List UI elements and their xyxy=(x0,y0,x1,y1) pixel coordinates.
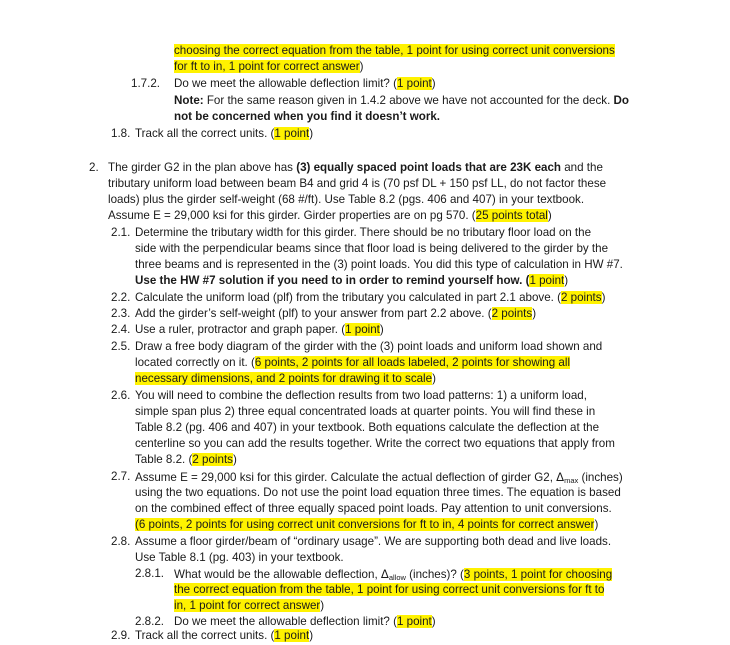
item-2-6: Table 8.2 (pg. 406 and 407) in your textbook. Both equations calculate the deflection at the xyxy=(135,421,600,434)
text-line xyxy=(174,59,363,75)
item-2-8-1: in, 1 point for correct answer) xyxy=(174,599,325,612)
highlight-text: for ft to in, 1 point for correct answer xyxy=(174,60,360,73)
item-number: 2.7. xyxy=(111,470,131,483)
points-badge: 1 point xyxy=(345,323,380,336)
points-badge: 3 points, 1 point for choosing xyxy=(463,568,613,581)
points-badge: 2 points xyxy=(560,291,602,304)
item-2-2: Calculate the uniform load (plf) from the tributary you calculated in part 2.1 above. (2 points) xyxy=(135,291,606,304)
delta-symbol: Δ xyxy=(556,470,565,484)
item-2-7: on the combined effect of three equally spaced point loads. Pay attention to unit conversions. xyxy=(135,502,612,515)
points-badge: in, 1 point for correct answer xyxy=(174,599,321,612)
item-number: 1.7.2. xyxy=(131,77,161,90)
points-badge: the correct equation from the table, 1 point for using correct unit conversions for ft to xyxy=(174,583,605,596)
item-2-3: Add the girder’s self-weight (plf) to your answer from part 2.2 above. (2 points) xyxy=(135,307,537,320)
item-2-8-2: Do we meet the allowable deflection limit? (1 point) xyxy=(174,615,436,628)
points-badge: 1 point xyxy=(396,77,432,90)
question-2-line: loads) plus the girder self-weight (68 #/ft). Use Table 8.2 (pgs. 406 and 407) in your textbook. xyxy=(108,193,585,206)
item-2-1: side with the perpendicular beams since that floor load is being delivered to the girder by the xyxy=(135,242,609,255)
item-2-5: necessary dimensions, and 2 points for drawing it to scale) xyxy=(135,372,436,385)
item-number: 1.8. xyxy=(111,127,131,140)
item-2-1: three beams and is represented in the (3) point loads. You did this type of calculation in HW #7. xyxy=(135,258,623,271)
item-1-7-2: Do we meet the allowable deflection limit? (1 point) xyxy=(174,77,436,90)
question-2-line: The girder G2 in the plan above has (3) equally spaced point loads that are 23K each and the xyxy=(108,161,603,174)
text-line xyxy=(174,43,615,59)
item-number: 2.8.2. xyxy=(135,615,165,628)
note-line: not be concerned when you find it doesn’t work. xyxy=(174,110,441,123)
item-2-8-1 xyxy=(174,582,604,598)
item-number: 2.4. xyxy=(111,323,131,336)
note-line: Note: For the same reason given in 1.4.2 above we have not accounted for the deck. Do xyxy=(174,94,629,107)
item-2-7: Assume E = 29,000 ksi for this girder. Calculate the actual deflection of girder G2, $\Delta_{max}$ (inches) xyxy=(135,470,623,485)
points-badge: 1 point xyxy=(396,615,432,628)
highlight-text: choosing the correct equation from the table, 1 point for using correct unit conversions xyxy=(174,44,615,57)
subscript: max xyxy=(564,476,579,485)
item-2-1: Determine the tributary width for this girder. There should be no tributary floor load on the xyxy=(135,226,592,239)
item-1-8: Track all the correct units. (1 point) xyxy=(135,127,314,140)
item-number: 2.2. xyxy=(111,291,131,304)
item-2-5: located correctly on it. (6 points, 2 points for all loads labeled, 2 points for showing all xyxy=(135,356,571,369)
item-number: 2.3. xyxy=(111,307,131,320)
points-badge: (6 points, 2 points for using correct unit conversions for ft to in, 4 points for correct answer xyxy=(135,518,595,531)
paren: ) xyxy=(359,60,364,73)
item-number: 2.8.1. xyxy=(135,567,165,580)
item-2-8: Assume a floor girder/beam of “ordinary usage”. We are supporting both dead and live loads. xyxy=(135,535,612,548)
item-2-8-1: What would be the allowable deflection, $\Delta_{allow}$ (inches)? (3 points, 1 point for choosing xyxy=(174,567,613,582)
item-2-9: Track all the correct units. (1 point) xyxy=(135,629,314,642)
item-2-7: (6 points, 2 points for using correct unit conversions for ft to in, 4 points for correct answer) xyxy=(135,518,599,531)
points-badge: necessary dimensions, and 2 points for drawing it to scale xyxy=(135,372,433,385)
delta-symbol: Δ xyxy=(380,567,389,581)
question-number: 2. xyxy=(89,161,99,174)
question-2-line: tributary uniform load between beam B4 and grid 4 is (70 psf DL + 150 psf LL, do not factor these xyxy=(108,177,607,190)
points-badge: 1 point xyxy=(274,127,310,140)
item-2-6: centerline so you can add the results together. Write the correct two equations that apply from xyxy=(135,437,615,450)
item-2-5: Draw a free body diagram of the girder with the (3) point loads and uniform load shown and xyxy=(135,340,603,353)
item-2-8: Use Table 8.1 (pg. 403) in your textbook. xyxy=(135,551,344,564)
item-number: 2.8. xyxy=(111,535,131,548)
item-number: 2.9. xyxy=(111,629,131,642)
subscript: allow xyxy=(388,573,406,582)
item-2-6: You will need to combine the deflection results from two load patterns: 1) a uniform load, xyxy=(135,389,587,402)
item-number: 2.1. xyxy=(111,226,131,239)
item-2-4: Use a ruler, protractor and graph paper. (1 point) xyxy=(135,323,384,336)
item-number: 2.6. xyxy=(111,389,131,402)
points-badge: 6 points, 2 points for all loads labeled, 2 points for showing all xyxy=(254,356,571,369)
item-2-7: using the two equations. Do not use the point load equation three times. The equation is based xyxy=(135,486,621,499)
points-badge: 25 points total xyxy=(475,209,548,222)
points-badge: 2 points xyxy=(491,307,533,320)
question-2-line: Assume E = 29,000 ksi for this girder. Girder properties are on pg 570. (25 points total) xyxy=(108,209,552,222)
points-badge: 1 point xyxy=(274,629,310,642)
points-badge: 1 point xyxy=(529,274,565,287)
item-number: 2.5. xyxy=(111,340,131,353)
item-2-6: simple span plus 2) three equal concentrated loads at quarter points. You will find these in xyxy=(135,405,596,418)
item-2-6: Table 8.2. (2 points) xyxy=(135,453,237,466)
item-2-1: Use the HW #7 solution if you need to in order to remind yourself how. (1 point) xyxy=(135,274,569,287)
points-badge: 2 points xyxy=(192,453,233,466)
